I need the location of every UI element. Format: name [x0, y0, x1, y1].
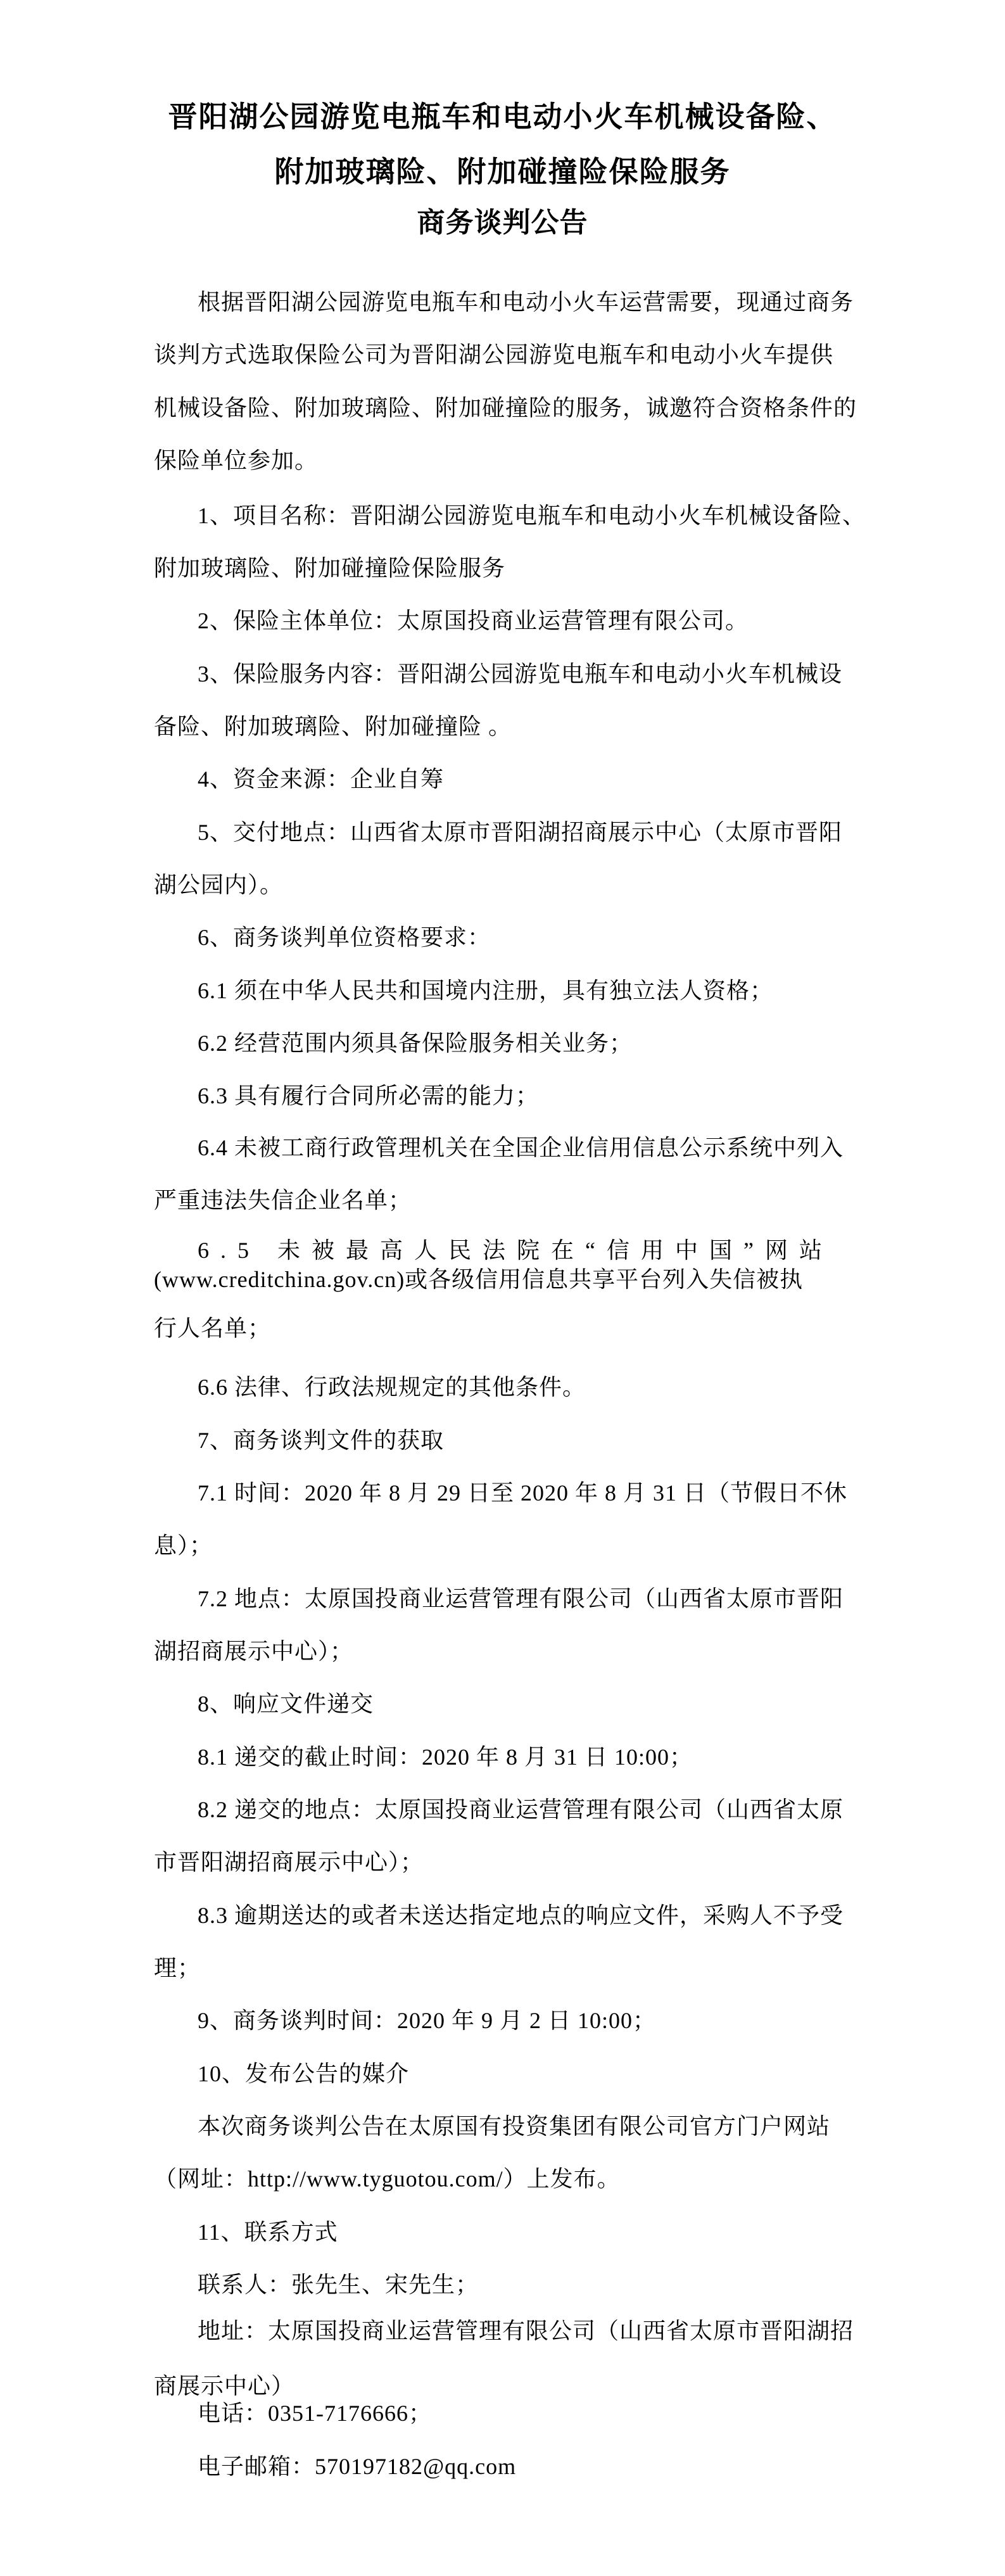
body-line: 联系人：张先生、宋先生； — [198, 2272, 479, 2297]
body-line: 根据晋阳湖公园游览电瓶车和电动小火车运营需要，现通过商务 — [198, 289, 854, 315]
body-line: 电话：0351-7176666； — [198, 2401, 432, 2426]
body-line: 湖公园内）。 — [154, 872, 284, 898]
body-line: 商展示中心） — [154, 2373, 295, 2399]
body-line: 4、资金来源：企业自筹 — [198, 766, 445, 792]
body-line: 理； — [154, 1955, 201, 1981]
body-line: 7、商务谈判文件的获取 — [198, 1428, 445, 1453]
document-title-line: 附加玻璃险、附加碰撞险保险服务 — [274, 156, 731, 188]
document-title-line: 商务谈判公告 — [417, 207, 588, 238]
body-line: 市晋阳湖招商展示中心）； — [154, 1850, 424, 1875]
body-line: 6.3 具有履行合同所必需的能力； — [198, 1083, 540, 1108]
body-line: 11、联系方式 — [198, 2219, 338, 2245]
body-line: 6.4 未被工商行政管理机关在全国企业信用信息公示系统中列入 — [198, 1135, 844, 1160]
body-line: 2、保险主体单位：太原国投商业运营管理有限公司。 — [198, 608, 749, 633]
body-line: 本次商务谈判公告在太原国有投资集团有限公司官方门户网站 — [198, 2114, 831, 2139]
body-line: 6.2 经营范围内须具备保险服务相关业务； — [198, 1031, 633, 1056]
body-line: 1、项目名称：晋阳湖公园游览电瓶车和电动小火车机械设备险、 — [198, 503, 866, 528]
body-line: 息）； — [154, 1533, 213, 1558]
body-line: 8.3 逾期送达的或者未送达指定地点的响应文件，采购人不予受 — [198, 1903, 844, 1928]
body-line: 严重违法失信企业名单； — [154, 1188, 412, 1213]
body-line: 机械设备险、附加玻璃险、附加碰撞险的服务，诚邀符合资格条件的 — [154, 395, 857, 421]
body-line: 电子邮箱：570197182@qq.com — [198, 2454, 517, 2479]
body-line: 保险单位参加。 — [154, 448, 319, 473]
body-line: 8.1 递交的截止时间：2020 年 8 月 31 日 10:00； — [198, 1744, 693, 1770]
body-line: 附加玻璃险、附加碰撞险保险服务 — [154, 555, 506, 581]
body-line: 3、保险服务内容：晋阳湖公园游览电瓶车和电动小火车机械设 — [198, 661, 843, 687]
body-line: 8.2 递交的地点：太原国投商业运营管理有限公司（山西省太原 — [198, 1797, 844, 1822]
body-line: 行人名单； — [154, 1316, 272, 1341]
body-line: 湖招商展示中心）； — [154, 1639, 354, 1664]
body-line: 5、交付地点：山西省太原市晋阳湖招商展示中心（太原市晋阳 — [198, 820, 843, 845]
body-line: 6、商务谈判单位资格要求： — [198, 925, 491, 950]
body-line: 8、响应文件递交 — [198, 1691, 374, 1716]
body-line: 7.1 时间：2020 年 8 月 29 日至 2020 年 8 月 31 日（节假日不休 — [198, 1480, 848, 1506]
body-line: 地址：太原国投商业运营管理有限公司（山西省太原市晋阳湖招 — [198, 2318, 854, 2344]
body-line: (www.creditchina.gov.cn)或各级信用信息共享平台列入失信被执 — [154, 1267, 804, 1292]
body-line: 10、发布公告的媒介 — [198, 2061, 410, 2086]
body-line: 9、商务谈判时间：2020 年 9 月 2 日 10:00； — [198, 2008, 657, 2033]
body-line: 备险、附加玻璃险、附加碰撞险 。 — [154, 714, 512, 739]
body-line: 6.1 须在中华人民共和国境内注册，具有独立法人资格； — [198, 978, 774, 1003]
body-line: 7.2 地点：太原国投商业运营管理有限公司（山西省太原市晋阳 — [198, 1586, 844, 1611]
body-line: 6.6 法律、行政法规规定的其他条件。 — [198, 1374, 586, 1400]
body-line: （网址：http://www.tyguotou.com/）上发布。 — [154, 2166, 621, 2192]
body-line: 谈判方式选取保险公司为晋阳湖公园游览电瓶车和电动小火车提供 — [154, 342, 834, 367]
body-line: 6.5 未被最高人民法院在“信用中国”网站 — [198, 1238, 833, 1263]
document-title-line: 晋阳湖公园游览电瓶车和电动小火车机械设备险、 — [168, 101, 837, 133]
